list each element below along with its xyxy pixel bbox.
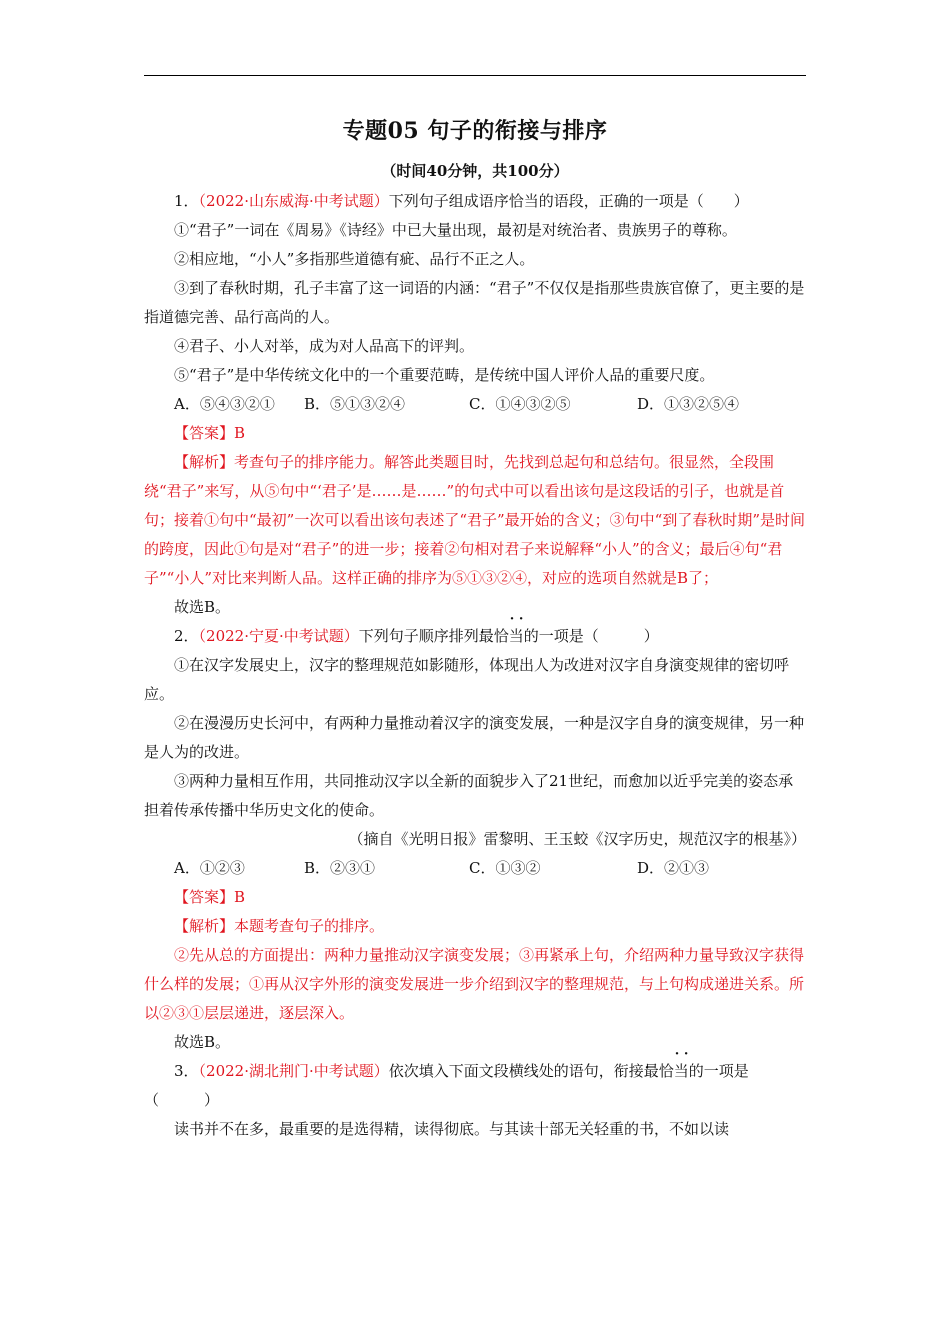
q1-options <box>144 390 806 419</box>
q1-sentence-5: ⑤“君子”是中华传统文化中的一个重要范畴，是传统中国人评价人品的重要尺度。 <box>174 366 715 384</box>
q3-passage: 读书并不在多，最重要的是选得精，读得彻底。与其读十部无关轻重的书，不如以读 <box>174 1120 730 1138</box>
q1-stem-text: 下列句子组成语序恰当的语段，正确的一项是（ ） <box>388 192 749 210</box>
q2-analysis: ②先从总的方面提出：两种力量推动汉字演变发展；③再紧承上句，介绍两种力量导致汉字获得什么样的发展；①再从汉字外形的演变发展进一步介绍到汉字的整理规范，与上句构成递进关系。所以②③①层层递进，逐层深入。 <box>144 946 805 1022</box>
q2-option-c: C．①③② <box>469 859 541 877</box>
q2-conclusion: 故选B。 <box>174 1033 231 1051</box>
q2-number: 2． <box>174 627 199 645</box>
q3-number: 3． <box>174 1062 199 1080</box>
q2-answer: 【答案】B <box>174 888 246 906</box>
q2-source: （2022·宁夏·中考试题） <box>198 627 359 645</box>
document-body <box>144 187 806 1144</box>
q3-emphasis: · · · 最恰当 <box>644 1062 689 1080</box>
q1-sentence-4: ④君子、小人对举，成为对人品高下的评判。 <box>174 337 475 355</box>
q2-citation: （摘自《光明日报》雷黎明、王玉蛟《汉字历史，规范汉字的根基》） <box>348 830 806 848</box>
q1-option-c: C．①④③②⑤ <box>469 395 571 413</box>
q2-sentence-3: ③两种力量相互作用，共同推动汉字以全新的面貌步入了21世纪，而愈加以近乎完美的姿态承担着传承传播中华历史文化的使命。 <box>144 772 794 819</box>
q1-answer: 【答案】B <box>174 424 246 442</box>
q3-stem <box>144 1057 806 1115</box>
q1-conclusion: 故选B。 <box>174 598 231 616</box>
q2-stem-end: 的一项是（ ） <box>523 627 659 645</box>
q1-sentence-2: ②相应地，“小人”多指那些道德有疵、品行不正之人。 <box>174 250 535 268</box>
page-subtitle: （时间40分钟，共100分） <box>381 162 569 180</box>
q2-analysis-heading: 【解析】本题考查句子的排序。 <box>174 917 385 935</box>
header-rule <box>144 75 806 76</box>
q2-emphasis: · · · 最恰当 <box>479 627 524 645</box>
q1-option-b: B．⑤①③②④ <box>304 395 406 413</box>
q1-source: （2022·山东威海·中考试题） <box>198 192 389 210</box>
q1-number: 1． <box>174 192 199 210</box>
q1-analysis: 【解析】考查句子的排序能力。解答此类题目时，先找到总起句和总结句。很显然，全段围绕“君子”来写，从⑤句中“‘君子’是……是……”的句式中可以看出该句是这段话的引子，也就是首句；接着①句中“最初”一次可以看出该句表述了“君子”最开始的含义；③句中“到了春秋时期”是时间的跨度，因此①句是对“君子”的进一步；接着②句相对君子来说解释“小人”的含义；最后④句“君子”“小人”对比来判断人品。这样正确的排序为⑤①③②④，对应的选项自然就是B了； <box>144 453 806 587</box>
q2-option-a: A．①②③ <box>174 859 245 877</box>
q1-option-d: D．①③②⑤④ <box>637 395 740 413</box>
q2-option-d: D．②①③ <box>637 859 710 877</box>
q2-sentence-1: ①在汉字发展史上，汉字的整理规范如影随形，体现出人为改进对汉字自身演变规律的密切呼应。 <box>144 656 790 703</box>
q2-sentence-2: ②在漫漫历史长河中，有两种力量推动着汉字的演变发展，一种是汉字自身的演变规律，另一种是人为的改进。 <box>144 714 805 761</box>
q1-stem <box>144 187 806 216</box>
q1-sentence-3: ③到了春秋时期，孔子丰富了这一词语的内涵：“君子”不仅仅是指那些贵族官僚了，更主要的是指道德完善、品行高尚的人。 <box>144 279 805 326</box>
q1-option-a: A．⑤④③②① <box>174 395 275 413</box>
q2-stem-text: 下列句子顺序排列 <box>358 627 479 645</box>
q2-options <box>144 854 806 883</box>
q2-stem <box>144 622 806 651</box>
page-title: 专题05 句子的衔接与排序 <box>342 118 608 144</box>
q3-source: （2022·湖北荆门·中考试题） <box>198 1062 389 1080</box>
q2-option-b: B．②③① <box>304 859 376 877</box>
q3-stem-end: 的一项是（ ） <box>144 1062 749 1109</box>
q1-sentence-1: ①“君子”一词在《周易》《诗经》中已大量出现，最初是对统治者、贵族男子的尊称。 <box>174 221 737 239</box>
q3-stem-text: 依次填入下面文段横线处的语句，衔接 <box>388 1062 644 1080</box>
